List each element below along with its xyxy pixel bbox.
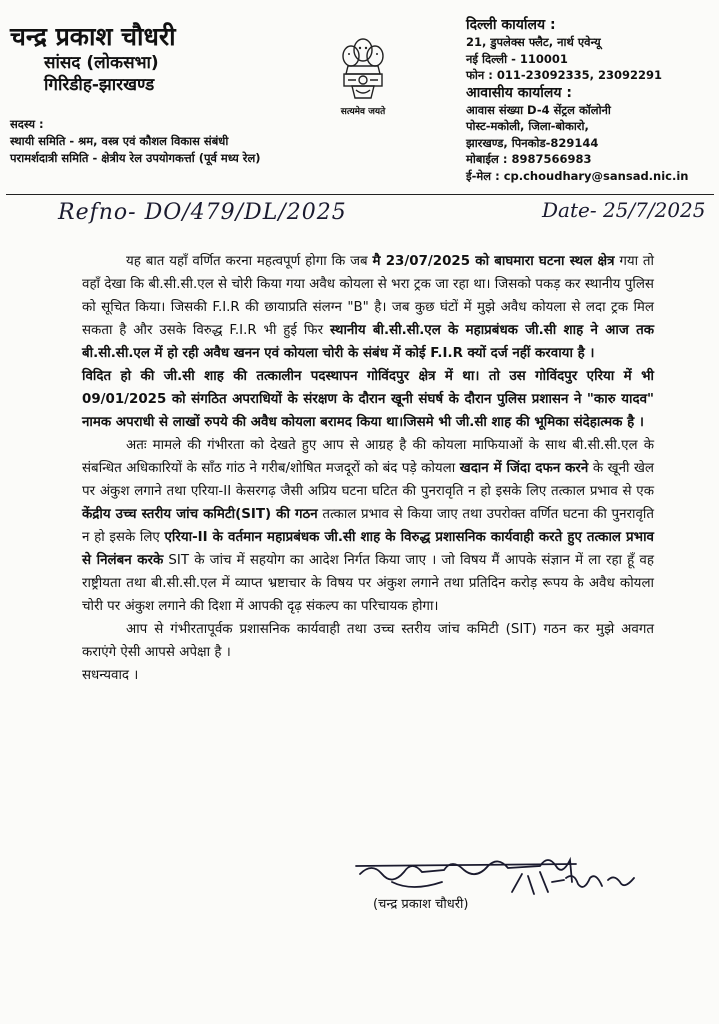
- p3-text-g: SIT के जांच में सहयोग का आदेश निर्गत किया जाए । जो विषय मैं आपके संज्ञान में ला रहा हूँ वह राष्ट्रीयता तथा बी.सी.सी.एल में व्याप्त भ्रष्टाचार के विषय पर अंकुश लगाने तथा प्रतिदिन करोड़ रूपय के अवैध कोयला चोरी पर अंकुश लगाने की दिशा में आपकी दृढ़ संकल्प का परिचायक होगा।: [82, 553, 654, 614]
- p3-text-a: अतः मामले की गंभीरता को देखते हुए आप से आग्रह है की कोयला माफियाओं के साथ बी.सी.सी.एल के संबन्धित अधिकारियों के साँठ गांठ ने गरीब/शोषित मजदूरों को बंद पड़े कोयला: [82, 438, 654, 476]
- p3-text-d: केंद्रीय उच्च स्तरीय जांच कमिटी(SIT) की गठन: [82, 507, 318, 522]
- committee-1: स्थायी समिति - श्रम, वस्त्र एवं कौशल विकास संबंधी: [10, 134, 229, 148]
- mp-title: सांसद (लोकसभा): [44, 53, 159, 73]
- letter-date: Date- 25/7/2025: [542, 198, 706, 222]
- committee-2: परामर्शदात्री समिति - क्षेत्रीय रेल उपयोगकर्त्ता (पूर्व मध्य रेल): [10, 151, 261, 165]
- delhi-address-line-1: 21, डुपलेक्स फ्लैट, नार्थ एवेन्यू: [466, 35, 601, 49]
- letterhead-left: [10, 22, 320, 96]
- mp-constituency: गिरिडीह-झारखण्ड: [44, 75, 155, 95]
- residence-address-line-1: आवास संख्या D-4 सेंट्रल कॉलोनी: [466, 102, 611, 117]
- mobile: मोबाईल : 8987566983: [466, 152, 592, 166]
- residence-office-label: आवासीय कार्यालय :: [466, 84, 573, 101]
- paragraph-3: [82, 434, 654, 618]
- p1-text-c: गया तो वहाँ देखा कि बी.सी.सी.एल से चोरी किया गया अवैध कोयला से भरा ट्रक जा रहा था। जिसको पकड़ कर स्थानीय पुलिस को सूचित किया। जिसकी F.I.R की छायाप्रति संलग्न "B" है। जब कुछ घंटों में मुझे अवैध कोयला से लदा ट्रक मिल सकता है और उसके विरुद्ध F.I.R भी हुई फिर: [82, 254, 655, 338]
- p3-text-b: खदान में जिंदा दफन करने: [459, 461, 589, 476]
- letter-body: [82, 250, 654, 687]
- p1-text-a: यह बात यहाँ वर्णित करना महत्वपूर्ण होगा कि जब: [126, 254, 373, 269]
- handwritten-signature: [352, 852, 642, 900]
- emblem-motto: सत्यमेव जयते: [340, 107, 386, 117]
- committees: [10, 116, 350, 167]
- letterhead-right: [466, 16, 716, 184]
- paragraph-1: [82, 250, 654, 365]
- member-label: सदस्य :: [10, 117, 44, 131]
- p3-text-e: तत्काल प्रभाव से किया जाए तथा उपरोक्त वर्णित घटना की पुनरावृति न हो इसके लिए: [82, 507, 654, 545]
- closing: सधन्यवाद ।: [82, 668, 139, 683]
- mp-name: चन्द्र प्रकाश चौधरी: [10, 22, 176, 51]
- paragraph-2: [82, 365, 654, 434]
- letterhead-divider: [6, 194, 714, 195]
- p3-text-c: के खूनी खेल पर अंकुश लगाने तथा एरिया-II केसरगढ़ जैसी अप्रिय घटना घटित की पुनरावृति न हो इसके लिए तत्काल प्रभाव से एक: [82, 461, 654, 499]
- email: ई-मेल : cp.choudhary@sansad.nic.in: [466, 168, 689, 183]
- p1-text-b: मै 23/07/2025 को बाघमारा घटना स्थल क्षेत्र: [372, 254, 615, 269]
- p2-text: विदित हो की जी.सी शाह की तत्कालीन पदस्थापन गोविंदपुर क्षेत्र में था। तो उस गोविंदपुर एरिया में भी 09/01/2025 को संगठित अपराधियों के संरक्षण के दौरान खूनी संघर्ष के दौरान पुलिस प्रशासन ने "कारु यादव" नामक अपराधी से लाखों रुपये की अवैध कोयला बरामद किया था।जिसमे भी जी.सी शाह की भूमिका संदेहात्मक है ।: [82, 369, 654, 430]
- residence-address-line-3: झारखण्ड, पिनकोड-829144: [466, 135, 599, 150]
- phone: फोन : 011-23092335, 23092291: [466, 68, 663, 82]
- paragraph-4: आप से गंभीरतापूर्वक प्रशासनिक कार्यवाही तथा उच्च स्तरीय जांच कमिटी (SIT) गठन कर मुझे अवगत कराएंगे ऐसी आपसे अपेक्षा है ।: [82, 622, 654, 660]
- reference-number: Refno- DO/479/DL/2025: [58, 200, 347, 225]
- p1-text-d: स्थानीय बी.सी.सी.एल के महाप्रबंधक जी.सी शाह ने आज तक बी.सी.सी.एल में हो रही अवैध खनन एवं कोयला चोरी के संबंध में कोई F.I.R क्यों दर्ज नहीं करवाया है ।: [82, 323, 654, 361]
- delhi-office-label: दिल्ली कार्यालय :: [466, 17, 556, 33]
- delhi-address-line-2: नई दिल्ली - 110001: [466, 51, 568, 66]
- signatory-printed-name: (चन्द्र प्रकाश चौधरी): [373, 897, 469, 912]
- residence-address-line-2: पोस्ट-मकोली, जिला-बोकारो,: [466, 119, 589, 133]
- p3-text-f: एरिया-II के वर्तमान महाप्रबंधक जी.सी शाह के विरुद्ध प्रशासनिक कार्यवाही करते हुए तत्काल प्रभाव से निलंबन करके: [82, 530, 654, 568]
